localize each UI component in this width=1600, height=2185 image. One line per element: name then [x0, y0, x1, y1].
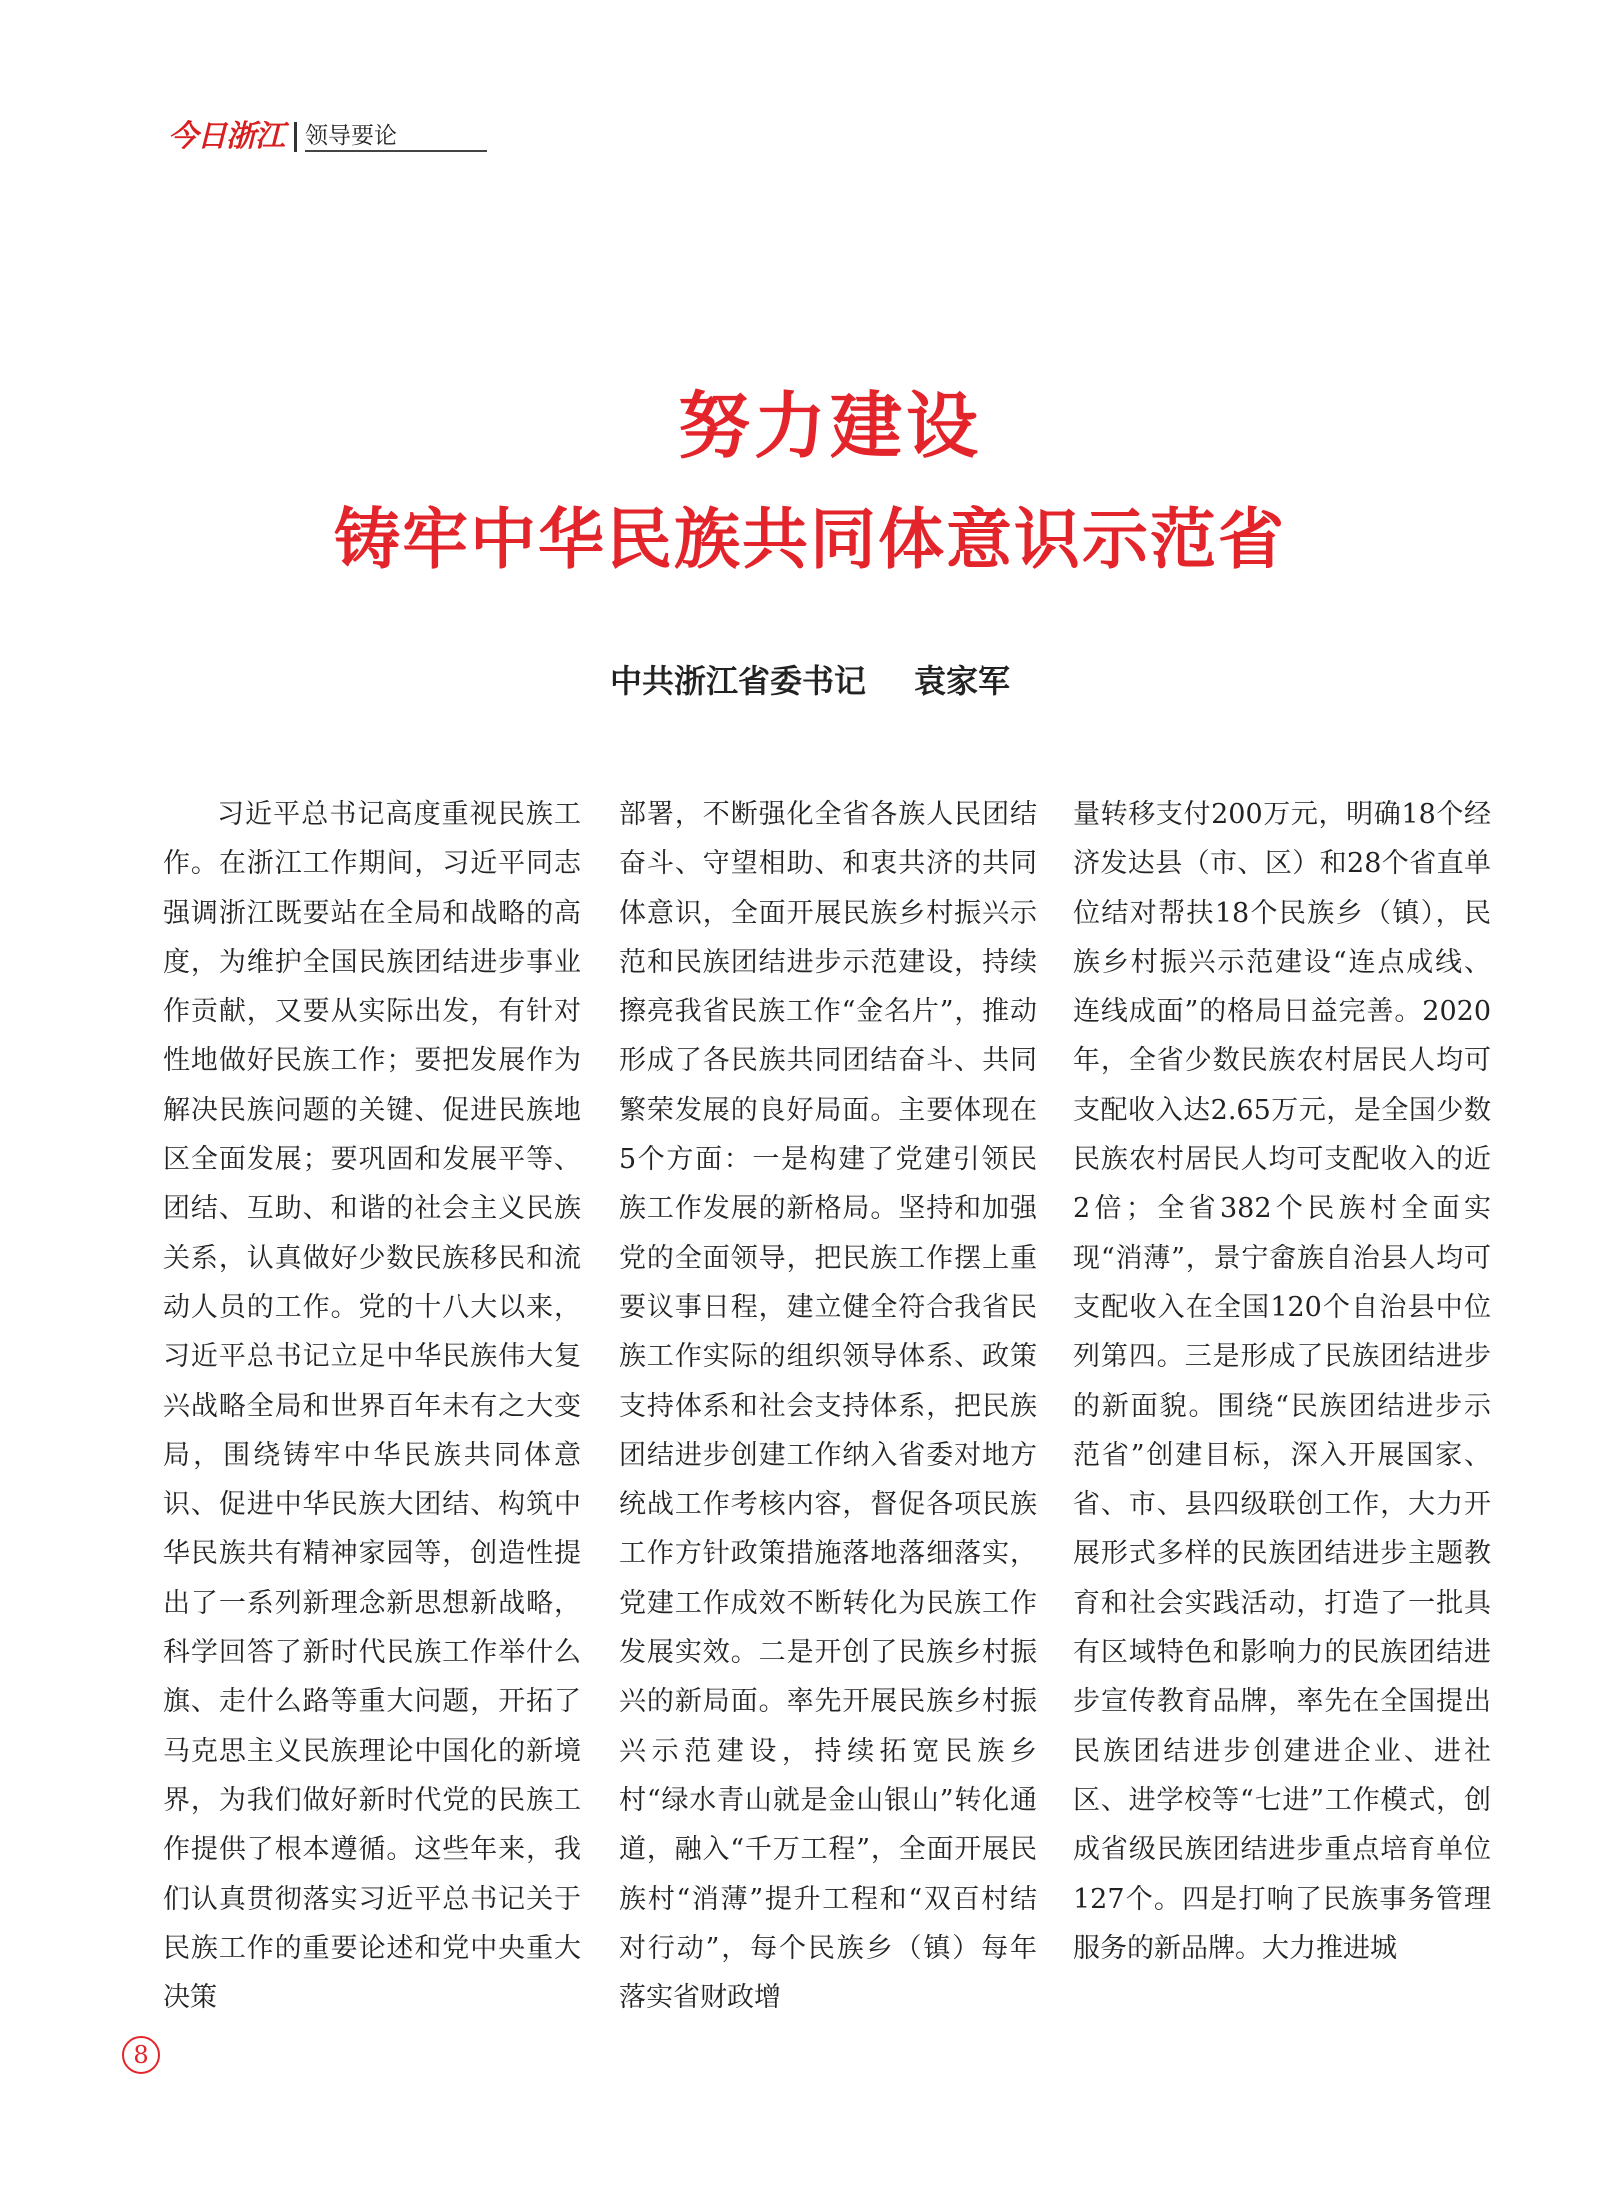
- body-column-3: 量转移支付200万元，明确18个经济发达县（市、区）和28个省直单位结对帮扶18个民族乡（镇），民族乡村振兴示范建设“连点成线、连线成面”的格局日益完善。2020年，全省少数民族农村居民人均可支配收入达2.65万元，是全国少数民族农村居民人均可支配收入的近2倍；全省382个民族村全面实现“消薄”，景宁畲族自治县人均可支配收入在全国120个自治县中位列第四。三是形成了民族团结进步的新面貌。围绕“民族团结进步示范省”创建目标，深入开展国家、省、市、县四级联创工作，大力开展形式多样的民族团结进步主题教育和社会实践活动，打造了一批具有区域特色和影响力的民族团结进步宣传教育品牌，率先在全国提出民族团结进步创建进企业、进社区、进学校等“七进”工作模式，创成省级民族团结进步重点培育单位127个。四是打响了民族事务管理服务的新品牌。大力推进城: [1073, 799, 1491, 1964]
- article-title-line2: 铸牢中华民族共同体意识示范省: [334, 501, 1286, 578]
- author-byline: [0, 656, 1600, 702]
- page-header: [168, 119, 487, 154]
- magazine-logo: 今日浙江: [168, 119, 284, 154]
- section-label: 领导要论: [305, 125, 487, 152]
- header-divider: [294, 122, 297, 152]
- article-title-line1: 努力建设: [677, 384, 982, 468]
- body-column-1: 习近平总书记高度重视民族工作。在浙江工作期间，习近平同志强调浙江既要站在全局和战略的高度，为维护全国民族团结进步事业作贡献，又要从实际出发，有针对性地做好民族工作；要把发展作为解决民族问题的关键、促进民族地区全面发展；要巩固和发展平等、团结、互助、和谐的社会主义民族关系，认真做好少数民族移民和流动人员的工作。党的十八大以来，习近平总书记立足中华民族伟大复兴战略全局和世界百年未有之大变局，围绕铸牢中华民族共同体意识、促进中华民族大团结、构筑中华民族共有精神家园等，创造性提出了一系列新理念新思想新战略，科学回答了新时代民族工作举什么旗、走什么路等重大问题，开拓了马克思主义民族理论中国化的新境界，为我们做好新时代党的民族工作提供了根本遵循。这些年来，我们认真贯彻落实习近平总书记关于民族工作的重要论述和党中央重大决策: [163, 799, 581, 2014]
- author-name: 袁家军: [914, 662, 1011, 700]
- author-position: 中共浙江省委书记: [609, 662, 866, 700]
- body-column-2: 部署，不断强化全省各族人民团结奋斗、守望相助、和衷共济的共同体意识，全面开展民族乡村振兴示范和民族团结进步示范建设，持续擦亮我省民族工作“金名片”，推动形成了各民族共同团结奋斗、共同繁荣发展的良好局面。主要体现在5个方面：一是构建了党建引领民族工作发展的新格局。坚持和加强党的全面领导，把民族工作摆上重要议事日程，建立健全符合我省民族工作实际的组织领导体系、政策支持体系和社会支持体系，把民族团结进步创建工作纳入省委对地方统战工作考核内容，督促各项民族工作方针政策措施落地落细落实，党建工作成效不断转化为民族工作发展实效。二是开创了民族乡村振兴的新局面。率先开展民族乡村振兴示范建设，持续拓宽民族乡村“绿水青山就是金山银山”转化通道，融入“千万工程”，全面开展民族村“消薄”提升工程和“双百村结对行动”，每个民族乡（镇）每年落实省财政增: [619, 799, 1037, 2014]
- page-number: 8: [122, 2036, 160, 2074]
